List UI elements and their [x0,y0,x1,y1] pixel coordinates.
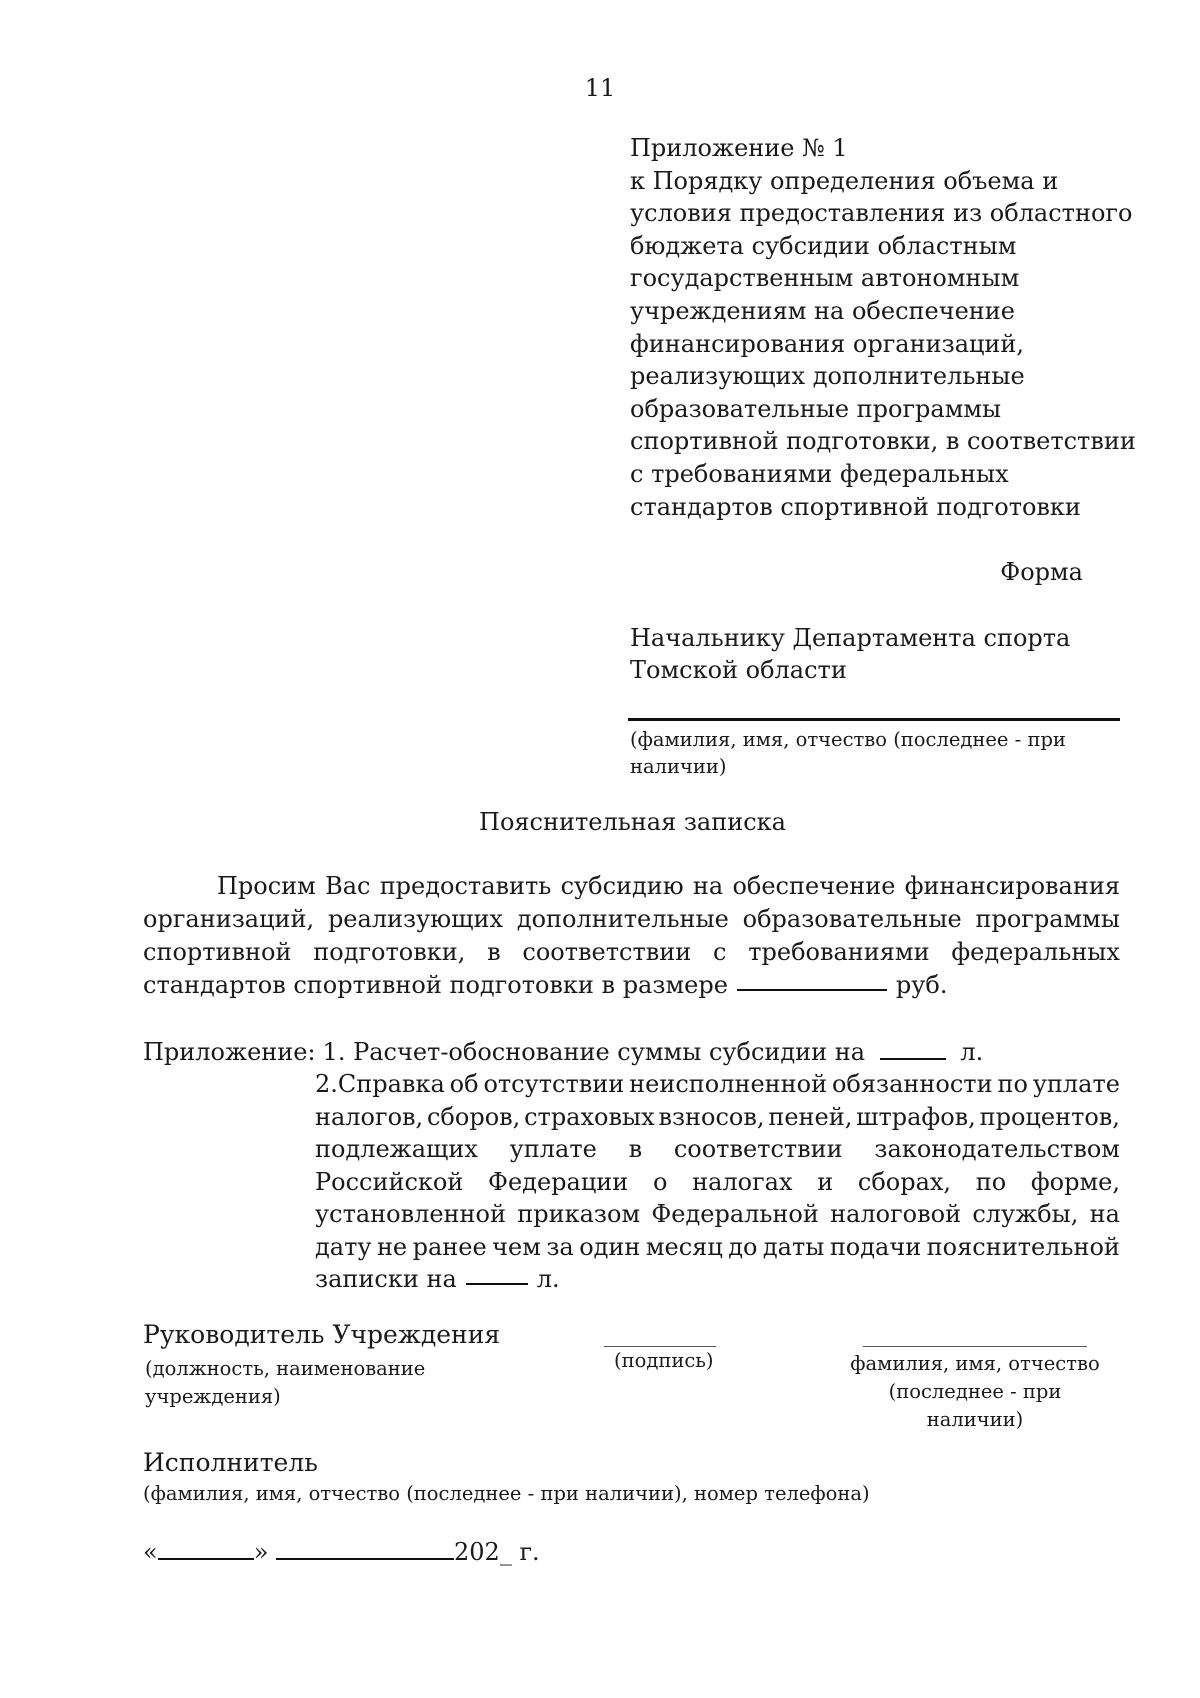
attachment-line [315,1133,1120,1166]
word: Вас [325,872,371,900]
attachment-line [315,1068,1120,1101]
word: финансирования [904,872,1120,900]
word: страховых [524,1102,655,1131]
attachment-line [315,1198,1120,1231]
paragraph-line-last [143,969,1120,1002]
word: форме, [1030,1167,1120,1196]
sheets-suffix: л. [536,1265,560,1293]
appendix-line: с требованиями федеральных [630,459,1009,488]
date-month-field[interactable] [276,1536,454,1560]
word: уплате [1032,1070,1120,1098]
word: соответствии [673,1135,843,1163]
word: образовательные [742,905,962,933]
document-title: Пояснительная записка [479,808,786,836]
attachment-2-sheets-field[interactable] [466,1263,528,1285]
appendix-line: учреждениям на обеспечение [630,296,1015,325]
addressee-block [630,622,1070,686]
attachment-text: записки на [315,1265,457,1293]
word: неисполненной [629,1070,828,1098]
date-line [143,1536,540,1566]
appendix-line: Приложение № 1 [630,134,848,162]
word: чем [492,1232,541,1261]
attachment-line [315,1101,1120,1134]
word: налогов, [315,1102,424,1131]
word: один [579,1232,641,1261]
word: ранее [412,1232,487,1261]
appendix-line: спортивной подготовки, в соответствии [630,427,1136,456]
paragraph-line [143,903,1120,936]
word: обязанности [831,1070,993,1098]
executor-caption: (фамилия, имя, отчество (последнее - при наличии), номер телефона) [143,1482,870,1505]
head-name-field[interactable] [863,1346,1087,1347]
addressee-line: Начальнику Департамента спорта [630,624,1071,652]
form-label: Форма [1000,558,1083,586]
addressee-name-field[interactable] [628,718,1120,721]
date-year: 202_ г. [454,1538,540,1566]
word: спортивной [143,938,292,966]
attachment-item-2 [315,1068,1120,1296]
word: на [692,872,724,900]
word: федеральных [951,938,1120,966]
signature-field[interactable] [604,1346,716,1347]
word: подачи [829,1232,922,1261]
word: отсутствии [483,1070,625,1098]
word: подлежащих [315,1135,478,1163]
word: Просим [217,872,316,900]
executor-title: Исполнитель [143,1448,318,1477]
currency-label: руб. [895,971,948,999]
word: не [376,1232,408,1261]
head-name-caption: фамилия, имя, отчество (последнее - при наличии) [850,1352,1100,1431]
page-number: 11 [584,74,616,102]
word: месяц [645,1232,723,1261]
head-title: Руководитель Учреждения [143,1320,501,1349]
word: об [449,1070,479,1098]
word: по [975,1167,1007,1196]
addressee-line: Томской области [630,656,847,684]
word: в [487,938,501,966]
word: Федерации [488,1167,629,1196]
word: Федеральной [651,1200,819,1228]
word: взносов, [658,1102,765,1131]
signature-caption: (подпись) [614,1349,714,1372]
addressee-caption: (фамилия, имя, отчество (последнее - при наличии) [630,728,1066,778]
word: Российской [315,1167,464,1196]
attachment-text: 1. Расчет-обоснование суммы субсидии на [322,1038,866,1066]
word: предоставить [379,872,552,900]
word: дополнительные [516,905,729,933]
word: реализующих [327,905,504,933]
appendix-line: государственным автономным [630,264,1020,293]
appendix-line: стандартов спортивной подготовки [630,492,1081,521]
word: субсидию [560,872,684,900]
word: процентов, [979,1102,1120,1131]
word: налогах [692,1167,793,1196]
word: на [1089,1200,1120,1228]
word: службы, [972,1200,1079,1228]
word: штрафов, [856,1102,976,1131]
word: сборов, [426,1102,521,1131]
attachment-item-1 [143,1036,990,1069]
word: в [628,1135,643,1163]
word: программы [975,905,1120,933]
word: и [817,1167,834,1196]
word: требованиями [748,938,930,966]
word: сборах, [857,1167,952,1196]
request-paragraph [143,870,1120,1002]
word: с [713,938,727,966]
head-caption: (должность, наименование учреждения) [145,1357,426,1408]
paragraph-line [143,936,1120,969]
word: пеней, [768,1102,853,1131]
paragraph-text: стандартов спортивной подготовки в размере [143,971,728,999]
subsidy-amount-field[interactable] [737,969,887,991]
appendix-line: реализующих дополнительные [630,362,1025,391]
word: за [546,1232,574,1261]
appendix-line: образовательные программы [630,394,1002,423]
paragraph-line [143,870,1120,903]
appendix-line: к Порядку определения объема и [630,166,1059,195]
word: дату [315,1232,372,1261]
sheets-suffix: л. [960,1038,984,1066]
word: законодательством [874,1135,1120,1163]
word: по [997,1070,1028,1098]
word: установленной [315,1200,506,1228]
word: соответствии [522,938,692,966]
attachment-line-last [315,1263,1120,1296]
word: налоговой [830,1200,962,1228]
date-day-field[interactable] [158,1536,254,1560]
word: организаций, [143,905,315,933]
word: приказом [517,1200,641,1228]
appendix-line: бюджета субсидии областным [630,231,1017,260]
word: 2.Справка [315,1070,445,1098]
date-open-quote: « [143,1538,158,1566]
attachment-line [315,1231,1120,1264]
attachments-label: Приложение: [143,1038,316,1066]
attachment-1-sheets-field[interactable] [880,1038,946,1060]
word: даты [762,1232,825,1261]
word: уплате [509,1135,597,1163]
word: о [652,1167,668,1196]
attachment-line [315,1166,1120,1199]
word: пояснительной [926,1232,1120,1261]
date-close-quote: » [253,1538,269,1566]
appendix-line: финансирования организаций, [630,329,1025,358]
word: обеспечение [732,872,896,900]
appendix-header [630,132,1190,523]
word: подготовки, [313,938,466,966]
word: до [728,1232,758,1261]
appendix-line: условия предоставления из областного [630,199,1133,228]
